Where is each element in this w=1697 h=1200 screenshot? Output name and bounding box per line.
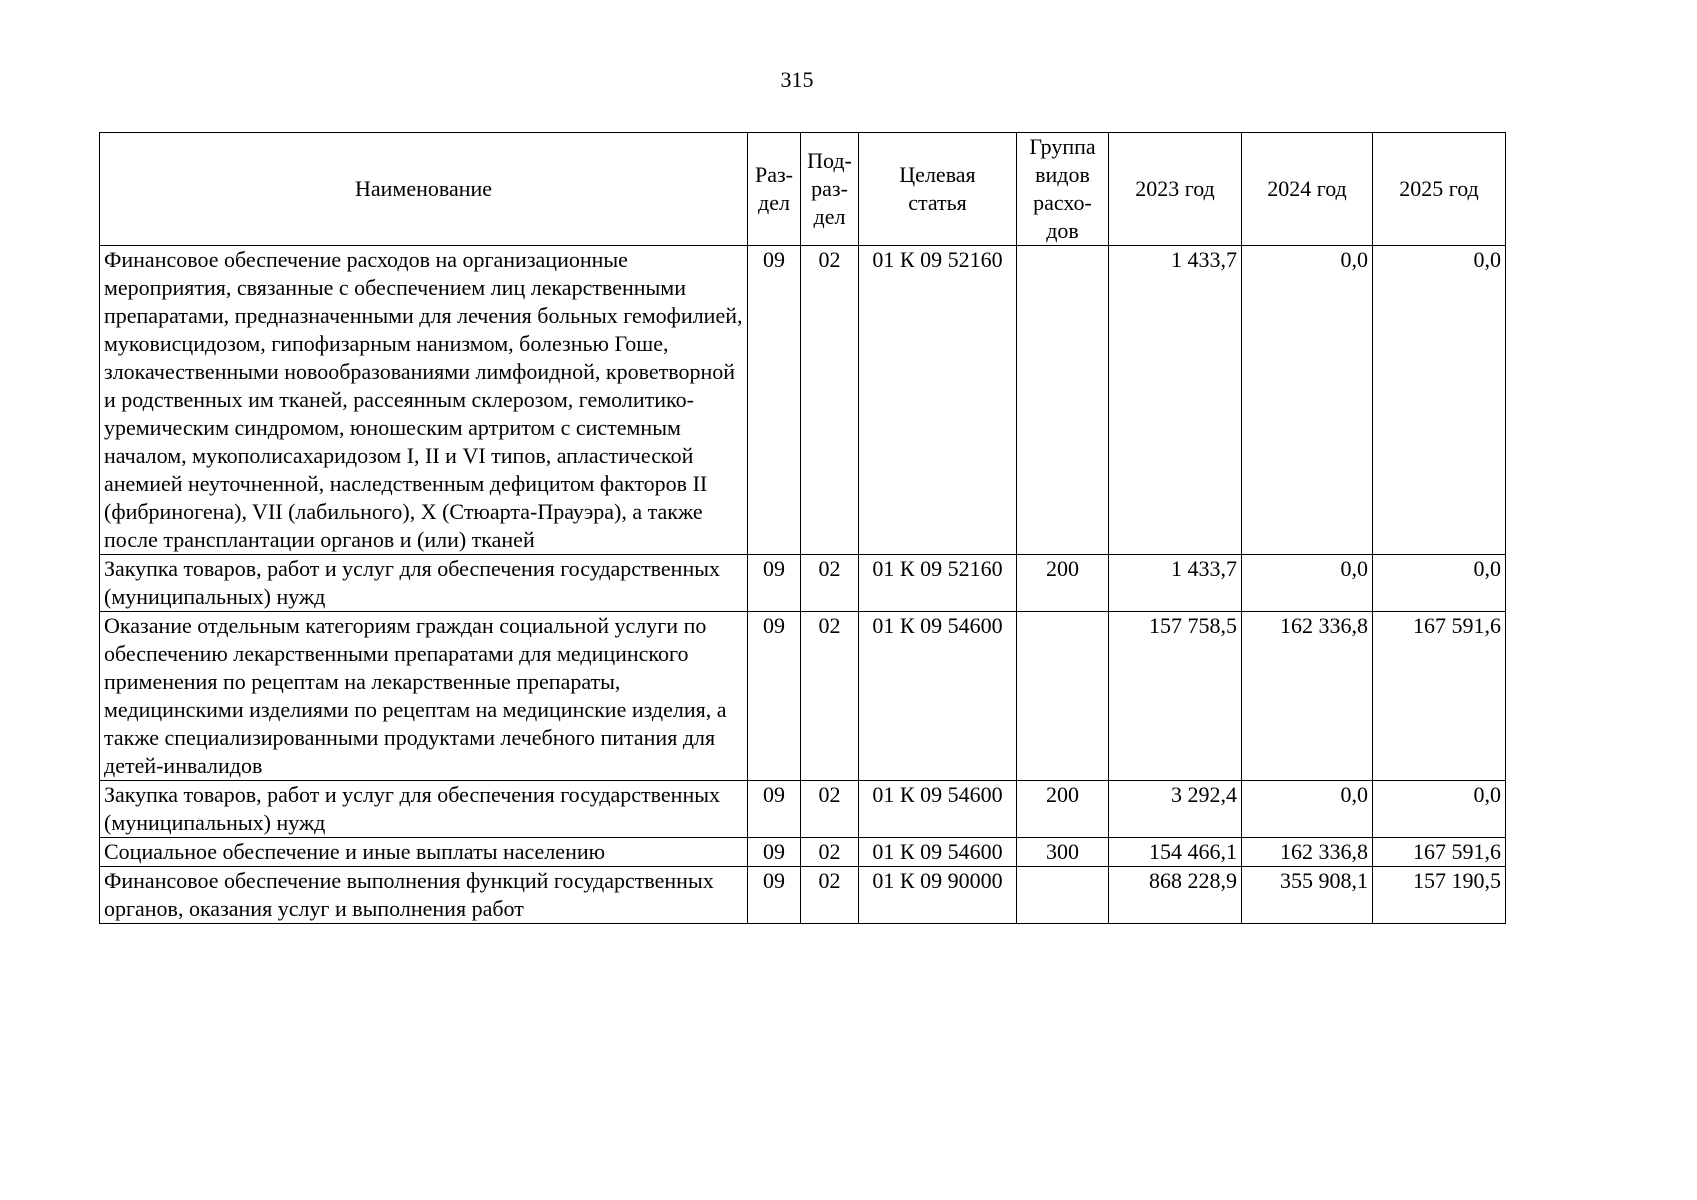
row-section: 09 — [748, 246, 801, 555]
row-name: Оказание отдельным категориям граждан социальной услуги по обеспечению лекарственными препаратами для медицинского применения по рецептам на лекарственные препараты, медицинскими изделиями по рецептам на медицинские изделия, а также специализированными продуктами лечебного питания для детей-инвалидов — [100, 612, 748, 781]
row-2025: 0,0 — [1373, 781, 1506, 838]
table-row — [100, 555, 1506, 612]
row-subsection: 02 — [801, 781, 859, 838]
row-name: Финансовое обеспечение выполнения функций государственных органов, оказания услуг и выполнения работ — [100, 867, 748, 924]
row-2023: 154 466,1 — [1109, 838, 1242, 867]
row-2025: 0,0 — [1373, 246, 1506, 555]
row-target-article: 01 К 09 90000 — [859, 867, 1017, 924]
header-section — [748, 133, 801, 246]
row-expense-group: 200 — [1017, 555, 1109, 612]
row-section: 09 — [748, 612, 801, 781]
header-2024: 2024 год — [1242, 133, 1373, 246]
row-2025: 167 591,6 — [1373, 612, 1506, 781]
row-2023: 1 433,7 — [1109, 555, 1242, 612]
row-name: Закупка товаров, работ и услуг для обеспечения государственных (муниципальных) нужд — [100, 555, 748, 612]
row-subsection: 02 — [801, 612, 859, 781]
row-subsection: 02 — [801, 246, 859, 555]
row-name: Финансовое обеспечение расходов на организационные мероприятия, связанные с обеспечением лиц лекарственными препаратами, предназначенными для лечения больных гемофилией, муковисцидозом, гипофизарным нанизмом, болезнью Гоше, злокачественными новообразованиями лимфоидной, кроветворной и родственных им тканей, рассеянным склерозом, гемолитико-уремическим синдромом, юношеским артритом с системным началом, мукополисахаридозом I, II и VI типов, апластической анемией неуточненной, наследственным дефицитом факторов II (фибриногена), VII (лабильного), X (Стюарта-Прауэра), а также после трансплантации органов и (или) тканей — [100, 246, 748, 555]
row-section: 09 — [748, 555, 801, 612]
table-row — [100, 838, 1506, 867]
row-target-article: 01 К 09 54600 — [859, 838, 1017, 867]
row-2025: 157 190,5 — [1373, 867, 1506, 924]
row-2025: 167 591,6 — [1373, 838, 1506, 867]
row-name: Закупка товаров, работ и услуг для обеспечения государственных (муниципальных) нужд — [100, 781, 748, 838]
table-row — [100, 246, 1506, 555]
header-section-text: Раз- дел — [754, 162, 794, 215]
row-subsection: 02 — [801, 867, 859, 924]
row-expense-group: 200 — [1017, 781, 1109, 838]
row-target-article: 01 К 09 52160 — [859, 246, 1017, 555]
header-subsection — [801, 133, 859, 246]
row-2024: 0,0 — [1242, 246, 1373, 555]
row-expense-group: 300 — [1017, 838, 1109, 867]
row-subsection: 02 — [801, 838, 859, 867]
row-name: Социальное обеспечение и иные выплаты населению — [100, 838, 748, 867]
header-name: Наименование — [100, 133, 748, 246]
row-target-article: 01 К 09 52160 — [859, 555, 1017, 612]
header-2025: 2025 год — [1373, 133, 1506, 246]
header-target-article-text: Целевая статья — [899, 162, 976, 215]
row-section: 09 — [748, 867, 801, 924]
page-number: 315 — [780, 67, 814, 92]
budget-table — [99, 132, 1506, 924]
table-row — [100, 781, 1506, 838]
row-2023: 868 228,9 — [1109, 867, 1242, 924]
header-subsection-text: Под- раз- дел — [807, 148, 852, 229]
header-expense-group — [1017, 133, 1109, 246]
row-2024: 162 336,8 — [1242, 612, 1373, 781]
row-expense-group — [1017, 246, 1109, 555]
row-expense-group — [1017, 612, 1109, 781]
row-2023: 157 758,5 — [1109, 612, 1242, 781]
row-section: 09 — [748, 781, 801, 838]
row-2024: 162 336,8 — [1242, 838, 1373, 867]
row-2025: 0,0 — [1373, 555, 1506, 612]
table-row — [100, 867, 1506, 924]
row-expense-group — [1017, 867, 1109, 924]
row-target-article: 01 К 09 54600 — [859, 781, 1017, 838]
header-2023: 2023 год — [1109, 133, 1242, 246]
row-subsection: 02 — [801, 555, 859, 612]
row-section: 09 — [748, 838, 801, 867]
row-2023: 1 433,7 — [1109, 246, 1242, 555]
header-expense-group-text: Группа видов расхо- дов — [1029, 134, 1096, 243]
table-row — [100, 612, 1506, 781]
row-2023: 3 292,4 — [1109, 781, 1242, 838]
row-2024: 0,0 — [1242, 781, 1373, 838]
table-header-row — [100, 133, 1506, 246]
header-target-article — [859, 133, 1017, 246]
row-2024: 0,0 — [1242, 555, 1373, 612]
row-target-article: 01 К 09 54600 — [859, 612, 1017, 781]
row-2024: 355 908,1 — [1242, 867, 1373, 924]
